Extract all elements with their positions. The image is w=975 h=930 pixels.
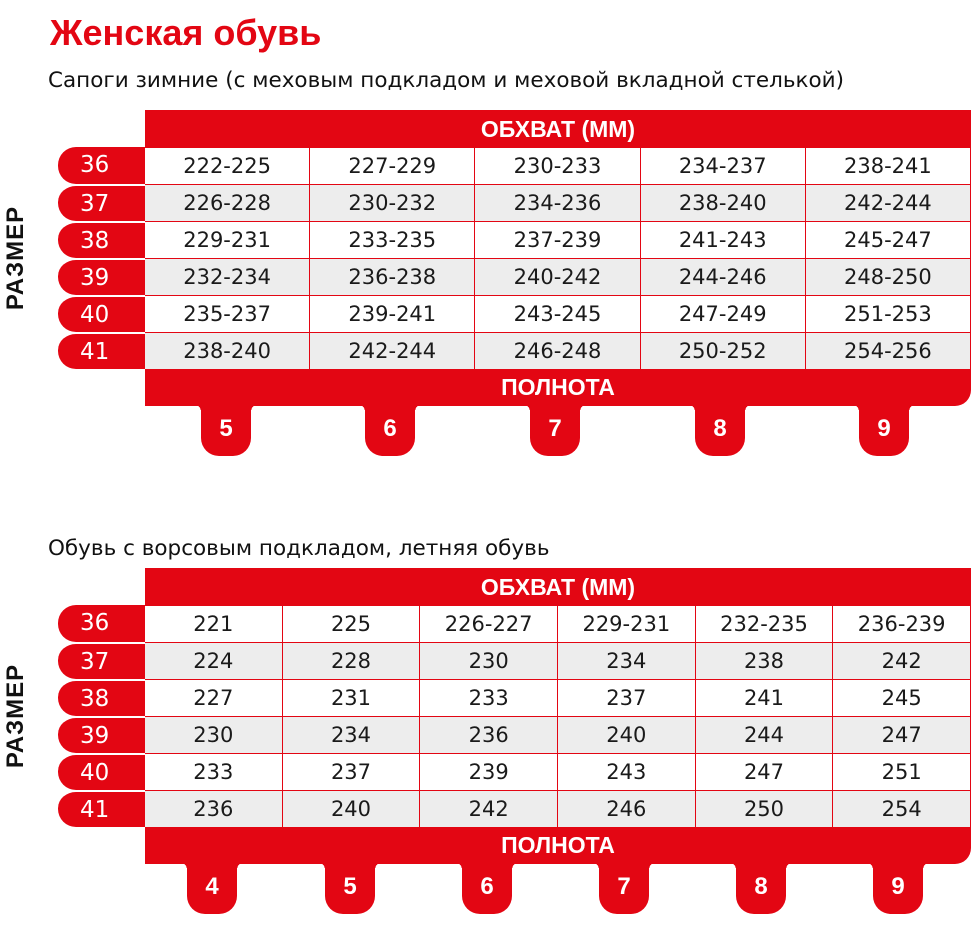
width-tab: 8	[695, 404, 745, 456]
size-label: 40	[58, 753, 147, 790]
table-cell: 224	[145, 643, 283, 680]
table-cell: 238-240	[145, 333, 310, 370]
table-cell: 235-237	[145, 296, 310, 333]
table-cell: 244-246	[641, 259, 806, 296]
table-cell: 237-239	[475, 222, 640, 259]
table-cell: 240	[283, 791, 421, 828]
table-cell: 242-244	[310, 333, 475, 370]
table-cell: 251-253	[806, 296, 971, 333]
table-cell: 237	[283, 754, 421, 791]
table-cell: 230-232	[310, 185, 475, 222]
table-cell: 243	[558, 754, 696, 791]
size-label: 39	[58, 258, 147, 295]
table-cell: 247	[696, 754, 834, 791]
table-cell: 228	[283, 643, 421, 680]
width-tab: 9	[859, 404, 909, 456]
table-cell: 242-244	[806, 185, 971, 222]
table-cell: 227	[145, 680, 283, 717]
table-cell: 231	[283, 680, 421, 717]
table-cell: 221	[145, 606, 283, 643]
table-cell: 239	[420, 754, 558, 791]
table-cell: 241-243	[641, 222, 806, 259]
table-cell: 234	[558, 643, 696, 680]
table-cell: 241	[696, 680, 834, 717]
size-label: 38	[58, 679, 147, 716]
table-cell: 238-241	[806, 148, 971, 185]
table-cell: 226-228	[145, 185, 310, 222]
size-label: 38	[58, 221, 147, 258]
table-cell: 240	[558, 717, 696, 754]
table-cell: 250-252	[641, 333, 806, 370]
width-tab: 6	[365, 404, 415, 456]
table-cell: 247	[833, 717, 971, 754]
size-label: 41	[58, 332, 147, 369]
size-label: 36	[58, 147, 147, 184]
table-cell: 229-231	[558, 606, 696, 643]
table-cell: 247-249	[641, 296, 806, 333]
table-cell: 238-240	[641, 185, 806, 222]
table-footer: ПОЛНОТА	[501, 374, 615, 400]
size-label: 41	[58, 790, 147, 827]
table-cell: 244	[696, 717, 834, 754]
table-cell: 225	[283, 606, 421, 643]
table-cell: 234	[283, 717, 421, 754]
size-label: 36	[58, 605, 147, 642]
table-cell: 233-235	[310, 222, 475, 259]
table-cell: 236-238	[310, 259, 475, 296]
table-header: ОБХВАТ (ММ)	[480, 116, 636, 142]
table-cell: 240-242	[475, 259, 640, 296]
table-cell: 233	[145, 754, 283, 791]
width-tab: 8	[736, 862, 786, 914]
width-tab: 5	[201, 404, 251, 456]
table-cell: 250	[696, 791, 834, 828]
width-tab: 7	[599, 862, 649, 914]
side-label-text: РАЗМЕР	[2, 663, 29, 769]
size-label: 37	[58, 642, 147, 679]
table-cell: 232-234	[145, 259, 310, 296]
table-cell: 243-245	[475, 296, 640, 333]
table-cell: 254-256	[806, 333, 971, 370]
table-cell: 230	[145, 717, 283, 754]
table-grid	[145, 147, 971, 370]
table-cell: 230	[420, 643, 558, 680]
size-label: 39	[58, 716, 147, 753]
side-label	[0, 147, 32, 369]
table-cell: 245	[833, 680, 971, 717]
size-label: 37	[58, 184, 147, 221]
table-cell: 245-247	[806, 222, 971, 259]
table-cell: 236	[420, 717, 558, 754]
table-cell: 242	[420, 791, 558, 828]
width-tab: 6	[462, 862, 512, 914]
page-title: Женская обувь	[50, 12, 322, 53]
table-cell: 238	[696, 643, 834, 680]
width-tab: 7	[530, 404, 580, 456]
table-cell: 227-229	[310, 148, 475, 185]
table-cell: 234-236	[475, 185, 640, 222]
table-header: ОБХВАТ (ММ)	[480, 574, 636, 600]
table-cell: 242	[833, 643, 971, 680]
table-cell: 229-231	[145, 222, 310, 259]
width-tab: 9	[873, 862, 923, 914]
table-grid	[145, 605, 971, 828]
table-cell: 226-227	[420, 606, 558, 643]
table-cell: 251	[833, 754, 971, 791]
table-cell: 254	[833, 791, 971, 828]
table-subtitle: Обувь с ворсовым подкладом, летняя обувь	[48, 536, 550, 561]
width-tab: 5	[325, 862, 375, 914]
table-cell: 246-248	[475, 333, 640, 370]
size-table	[145, 568, 971, 864]
side-label-text: РАЗМЕР	[2, 205, 29, 311]
table-cell: 248-250	[806, 259, 971, 296]
width-tab: 4	[187, 862, 237, 914]
table-cell: 239-241	[310, 296, 475, 333]
table-cell: 234-237	[641, 148, 806, 185]
table-subtitle: Сапоги зимние (с меховым подкладом и меховой вкладной стелькой)	[48, 68, 845, 93]
table-cell: 237	[558, 680, 696, 717]
table-cell: 236-239	[833, 606, 971, 643]
table-cell: 222-225	[145, 148, 310, 185]
table-cell: 232-235	[696, 606, 834, 643]
table-cell: 233	[420, 680, 558, 717]
table-cell: 230-233	[475, 148, 640, 185]
table-cell: 246	[558, 791, 696, 828]
table-footer: ПОЛНОТА	[501, 832, 615, 858]
side-label	[0, 605, 32, 827]
size-label: 40	[58, 295, 147, 332]
size-table	[145, 110, 971, 406]
table-cell: 236	[145, 791, 283, 828]
